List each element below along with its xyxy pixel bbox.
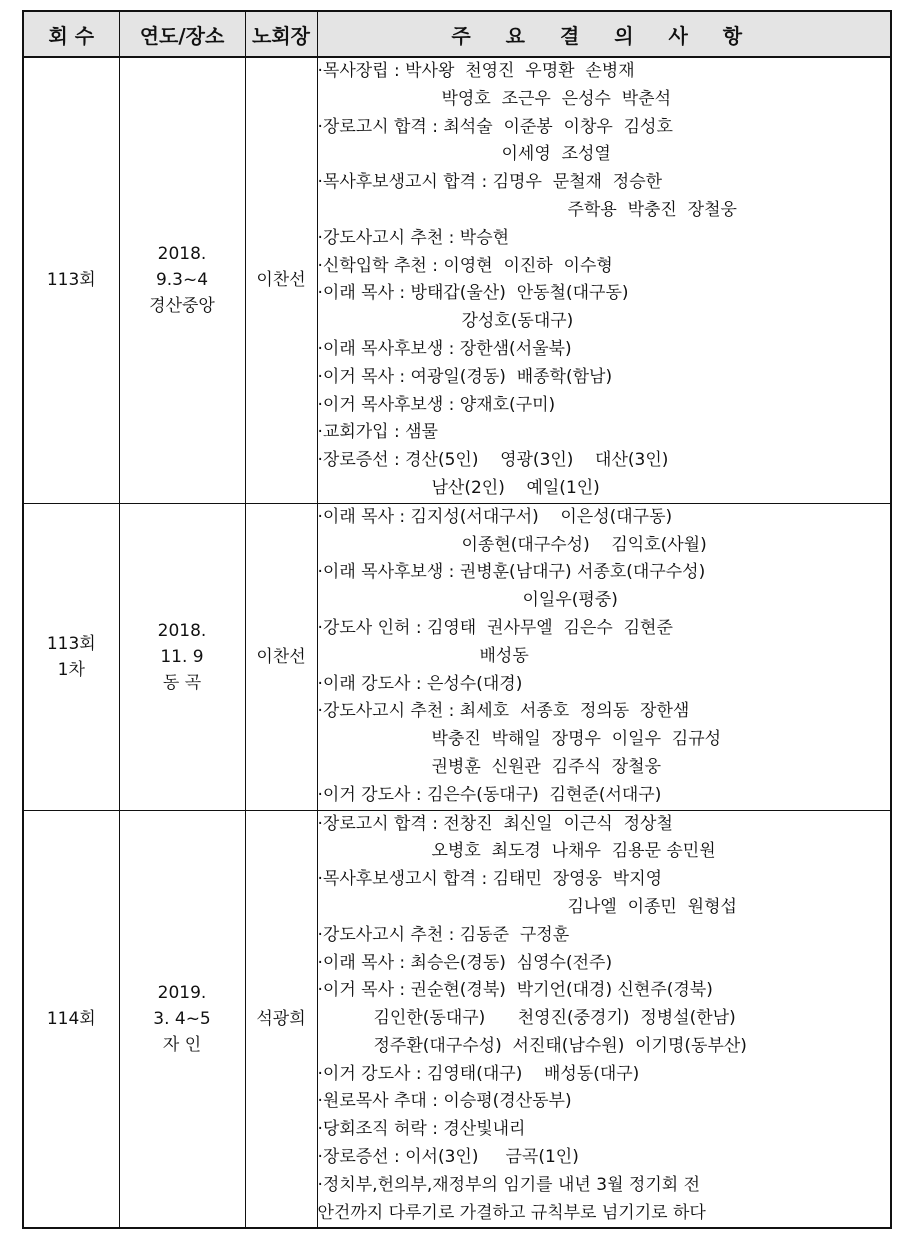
decision-line: ·이거 목사 : 권순현(경북) 박기언(대경) 신현주(경북) bbox=[317, 980, 713, 1001]
decision-line: ·강도사 인허 : 김영태 권사무엘 김은수 김현준 bbox=[317, 617, 673, 638]
decision-line: ·목사후보생고시 합격 : 김태민 장영웅 박지영 bbox=[317, 869, 663, 890]
decision-line: ·강도사고시 추천 : 김동준 구정훈 bbox=[317, 924, 570, 945]
decision-line: 김나엘 이종민 원형섭 bbox=[567, 896, 737, 917]
decision-line: ·이래 목사후보생 : 권병훈(남대구) 서종호(대구수성) bbox=[317, 562, 706, 583]
date-place-cell bbox=[119, 57, 245, 503]
decision-line: ·이거 목사후보생 : 양재호(구미) bbox=[317, 394, 556, 415]
table-row bbox=[23, 503, 891, 810]
decision-line: 오병호 최도경 나채우 김용문 송민원 bbox=[431, 841, 716, 862]
header-num: 회 수 bbox=[23, 11, 119, 57]
decision-line: 강성호(동대구) bbox=[461, 311, 574, 332]
decision-line: ·교회가입 : 샘물 bbox=[317, 422, 438, 443]
decision-line: ·목사후보생고시 합격 : 김명우 문철재 정승한 bbox=[317, 172, 663, 193]
decision-line: 남산(2인) 예일(1인) bbox=[431, 477, 600, 498]
place-line: 경산중앙 bbox=[149, 296, 215, 317]
decision-line: ·이거 강도사 : 김은수(동대구) 김현준(서대구) bbox=[317, 784, 662, 805]
header-decisions: 주 요 결 의 사 항 bbox=[317, 11, 891, 57]
decision-line: ·목사장립 : 박사왕 천영진 우명환 손병재 bbox=[317, 61, 635, 81]
date-line: 9.3~4 bbox=[155, 270, 209, 291]
decision-line: ·이래 목사 : 최승은(경동) 심영수(전주) bbox=[317, 952, 613, 973]
decision-line: 박충진 박해일 장명우 이일우 김규성 bbox=[431, 729, 722, 750]
decision-line: ·강도사고시 추천 : 최세호 서종호 정의동 장한샘 bbox=[317, 701, 690, 722]
session-number-cell bbox=[23, 810, 119, 1228]
session-number: 113회 bbox=[46, 633, 96, 654]
date-place-cell bbox=[119, 810, 245, 1228]
date-place-cell bbox=[119, 503, 245, 810]
decision-line: 이세영 조성열 bbox=[501, 144, 611, 165]
date-line: 11. 9 bbox=[160, 646, 204, 667]
decision-line: ·강도사고시 추천 : 박승현 bbox=[317, 227, 510, 248]
header-row bbox=[23, 11, 891, 57]
session-number: 113회 bbox=[46, 270, 96, 291]
table-row bbox=[23, 57, 891, 503]
decision-line: 이종현(대구수성) 김익호(사월) bbox=[461, 534, 707, 555]
decision-line: ·장로고시 합격 : 전창진 최신일 이근식 정상철 bbox=[317, 813, 673, 834]
decision-line: 주학용 박충진 장철웅 bbox=[567, 199, 737, 220]
place-line: 자 인 bbox=[162, 1034, 202, 1055]
session-number: 114회 bbox=[46, 1008, 96, 1029]
decisions-cell bbox=[317, 503, 891, 810]
date-line: 2018. bbox=[157, 244, 207, 265]
decision-line: 정주환(대구수성) 서진태(남수원) 이기명(동부산) bbox=[373, 1035, 747, 1056]
decision-line: 김인한(동대구) 천영진(중경기) 정병설(한남) bbox=[373, 1008, 736, 1029]
header-date-place: 연도/장소 bbox=[119, 11, 245, 57]
moderator-cell: 이찬선 bbox=[245, 503, 317, 810]
decision-line: ·이거 목사 : 여광일(경동) 배종학(함남) bbox=[317, 366, 613, 387]
date-line: 2018. bbox=[157, 620, 207, 641]
decision-line: 이일우(평중) bbox=[522, 590, 618, 611]
header-moderator: 노회장 bbox=[245, 11, 317, 57]
decision-line: ·당회조직 허락 : 경산빛내리 bbox=[317, 1119, 526, 1140]
decision-line: ·장로증선 : 이서(3인) 금곡(1인) bbox=[317, 1147, 579, 1168]
decision-line: ·이래 목사후보생 : 장한샘(서울북) bbox=[317, 338, 572, 359]
session-number-cell bbox=[23, 57, 119, 503]
session-sub: 1차 bbox=[57, 659, 85, 680]
decisions-cell bbox=[317, 57, 891, 503]
decision-line: 안건까지 다루기로 가결하고 규칙부로 넘기기로 하다 bbox=[317, 1202, 706, 1223]
decision-line: ·정치부,헌의부,재정부의 임기를 내년 3월 정기회 전 bbox=[317, 1174, 700, 1195]
moderator-cell: 이찬선 bbox=[245, 57, 317, 503]
session-number-cell bbox=[23, 503, 119, 810]
decision-line: ·원로목사 추대 : 이승평(경산동부) bbox=[317, 1091, 572, 1112]
decision-line: ·장로증선 : 경산(5인) 영광(3인) 대산(3인) bbox=[317, 450, 669, 471]
minutes-table bbox=[22, 10, 892, 1229]
decision-line: ·이거 강도사 : 김영태(대구) 배성동(대구) bbox=[317, 1063, 640, 1084]
decision-line: 배성동 bbox=[479, 645, 529, 666]
date-line: 3. 4~5 bbox=[153, 1008, 211, 1029]
decision-line: 박영호 조근우 은성수 박춘석 bbox=[441, 88, 671, 109]
decisions-cell bbox=[317, 810, 891, 1228]
decision-line: ·장로고시 합격 : 최석술 이준봉 이창우 김성호 bbox=[317, 116, 673, 137]
decision-line: ·신학입학 추천 : 이영현 이진하 이수형 bbox=[317, 255, 613, 276]
date-line: 2019. bbox=[157, 982, 207, 1003]
decision-line: ·이래 강도사 : 은성수(대경) bbox=[317, 673, 523, 694]
place-line: 동 곡 bbox=[162, 672, 202, 693]
table-row bbox=[23, 810, 891, 1228]
decision-line: ·이래 목사 : 방태갑(울산) 안동철(대구동) bbox=[317, 283, 629, 304]
decision-line: 권병훈 신원관 김주식 장철웅 bbox=[431, 756, 661, 777]
decision-line: ·이래 목사 : 김지성(서대구서) 이은성(대구동) bbox=[317, 506, 673, 527]
moderator-cell: 석광희 bbox=[245, 810, 317, 1228]
